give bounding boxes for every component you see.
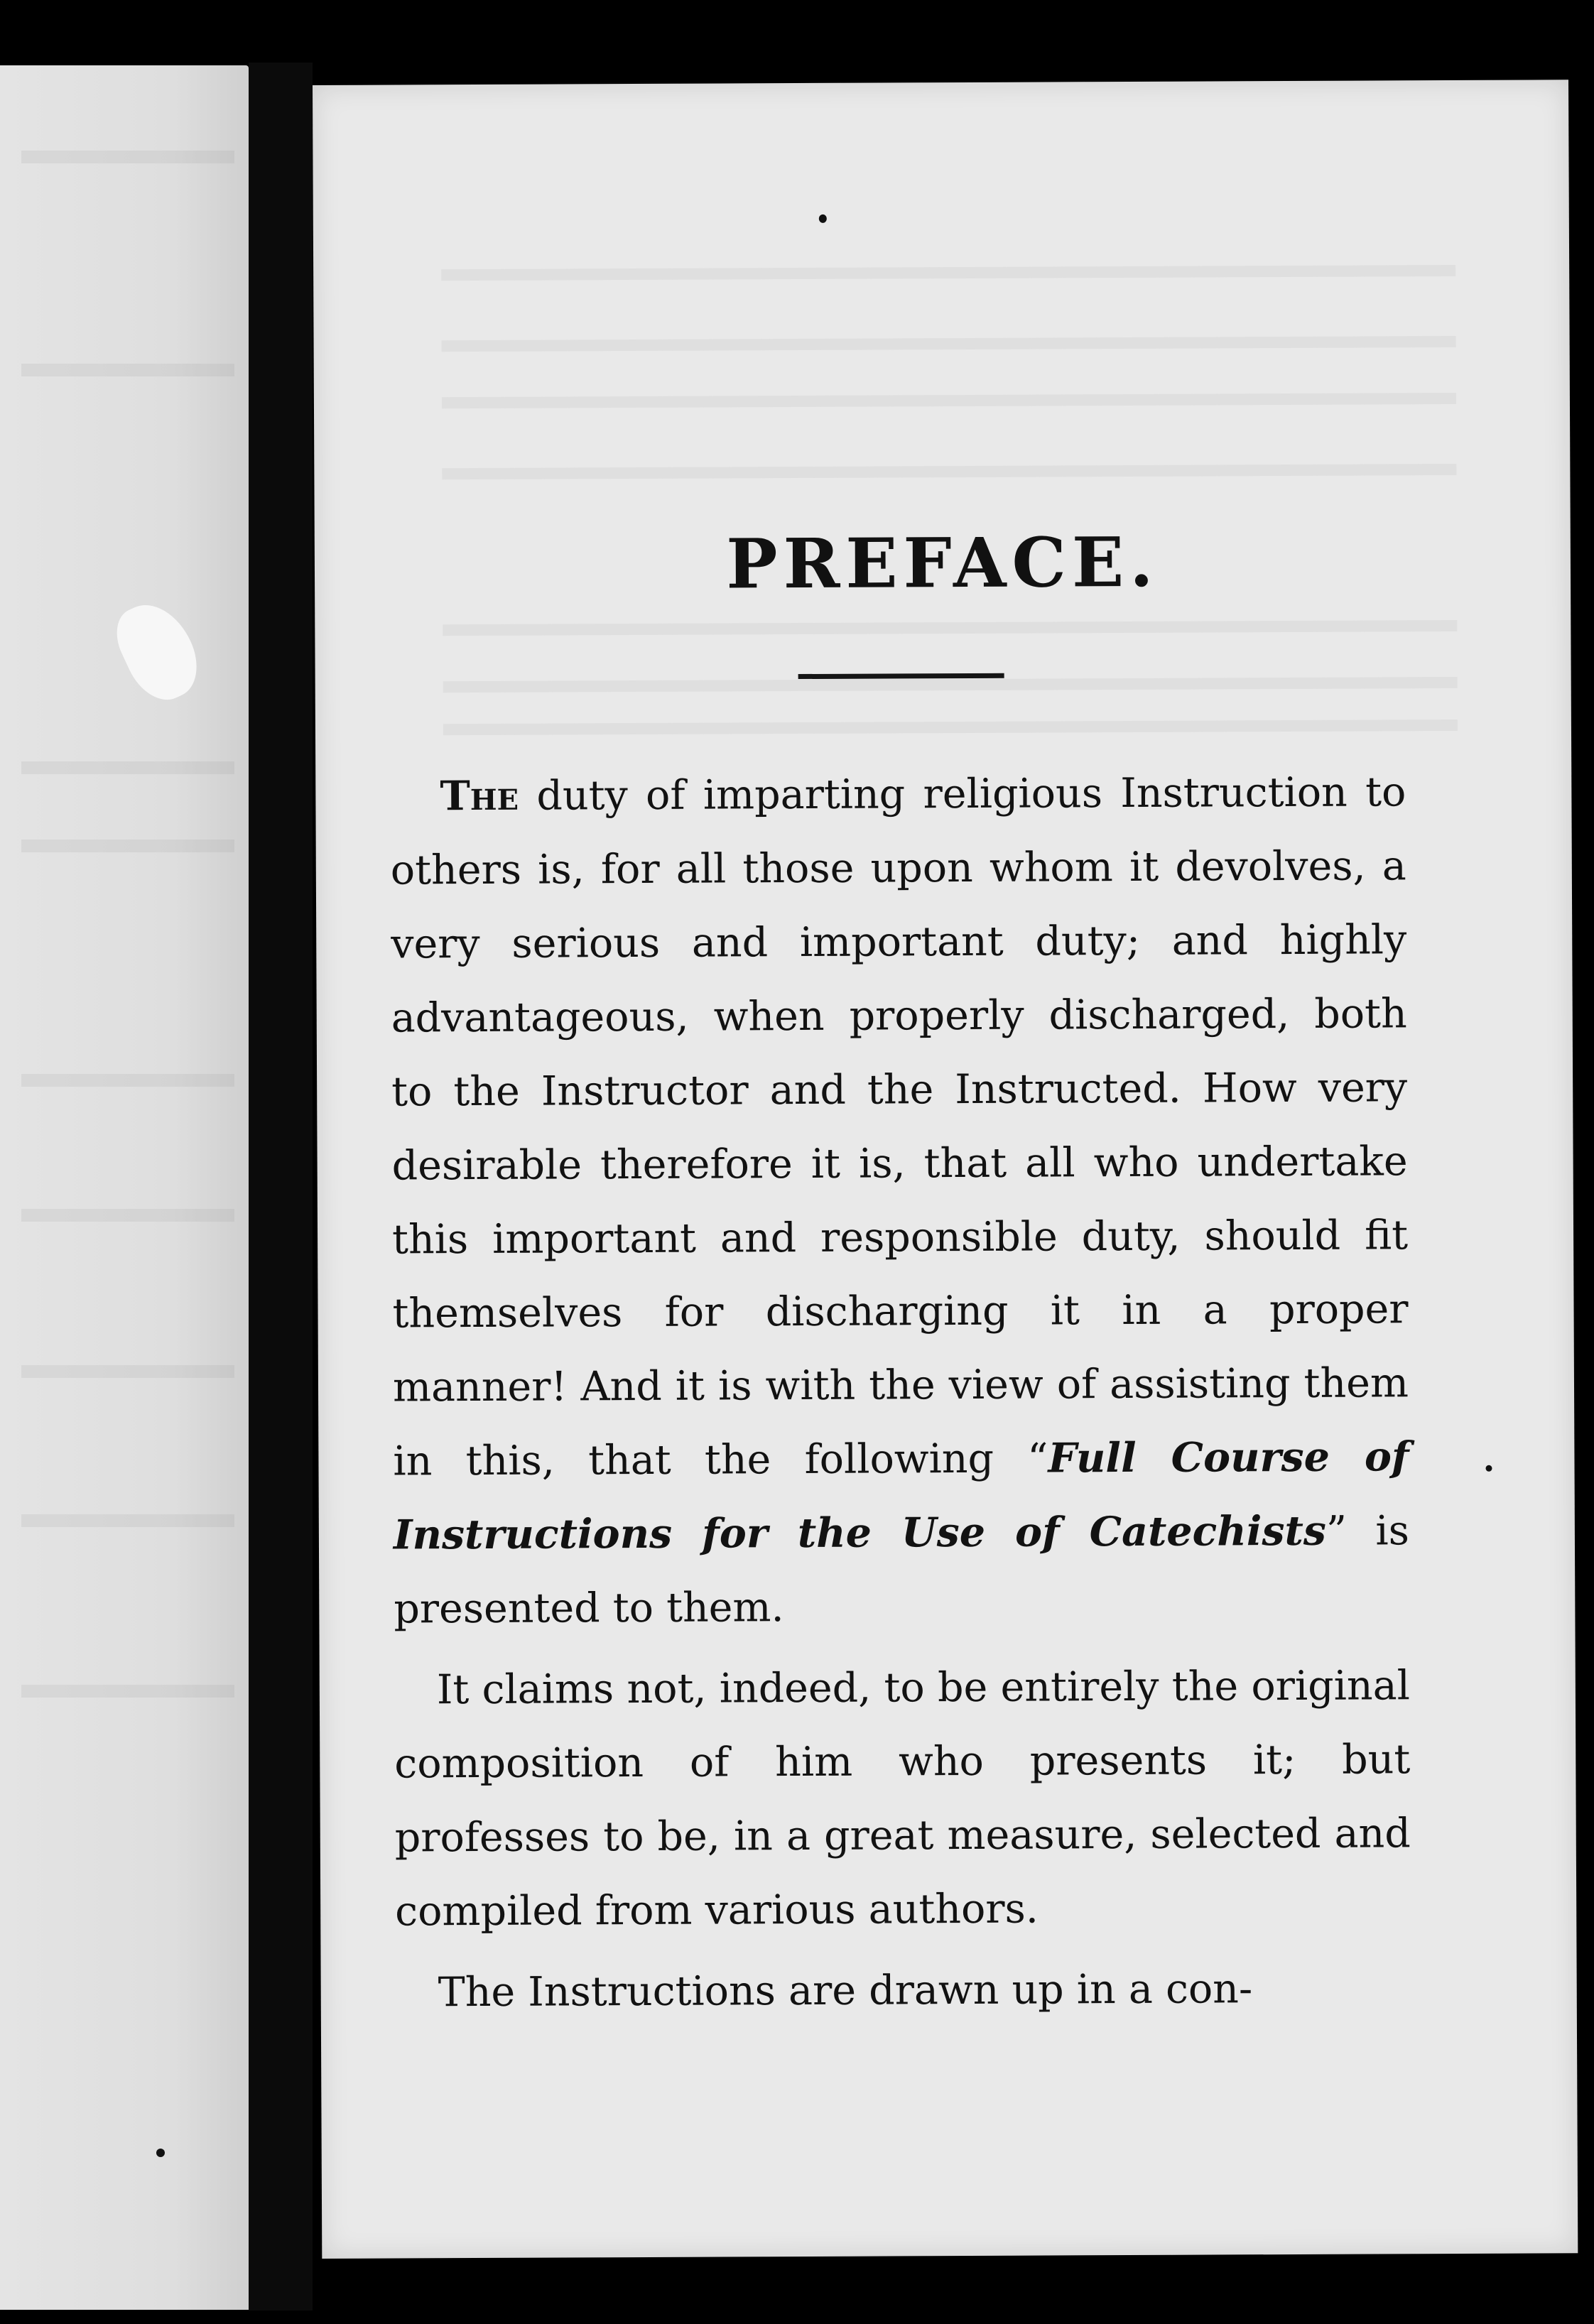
show-through-line — [21, 1209, 234, 1222]
show-through-line — [21, 364, 234, 376]
paragraph-text: duty of imparting religious Instruction to others is, for all those upon whom it devolves, a very serious and important duty; and highly advantageous, when properly discharged, both to the Instructor and the Instructed. How very desirable therefore it is, that all who undertake this important and responsible duty, should fit themselves for discharging it in a proper manner! And it is with the view of assisting them in this, that the following “ — [390, 769, 1409, 1485]
show-through-line — [21, 1365, 234, 1378]
ink-speck — [1485, 1465, 1492, 1472]
ink-speck — [819, 215, 827, 223]
show-through-line — [21, 840, 234, 852]
show-through-line — [21, 1685, 234, 1698]
show-through-line — [21, 1074, 234, 1087]
lead-word: The — [440, 771, 519, 820]
paragraph-text: ” is presented to them. — [394, 1507, 1410, 1633]
show-through-line — [443, 720, 1458, 735]
paragraph: It claims not, indeed, to be entirely the original composition of him who presents it; but professes to be, in a great measure, selected and compiled from various authors. — [394, 1662, 1411, 1935]
show-through-line — [441, 265, 1455, 281]
show-through-line — [21, 151, 234, 163]
right-page — [313, 80, 1578, 2259]
paragraph: The Instructions are drawn up in a con- — [438, 1965, 1253, 2016]
show-through-line — [21, 1514, 234, 1527]
show-through-line — [442, 393, 1456, 408]
preface-text — [390, 755, 1411, 2029]
paragraph — [390, 755, 1409, 1646]
show-through-line — [443, 677, 1458, 693]
show-through-line — [442, 464, 1456, 479]
book-gutter — [249, 63, 313, 2311]
page-title: PREFACE. — [726, 521, 1159, 604]
show-through-line — [21, 761, 234, 774]
show-through-line — [442, 336, 1456, 352]
ink-speck — [156, 2149, 165, 2157]
left-page — [0, 65, 249, 2310]
title-rule — [798, 673, 1004, 679]
show-through-line — [443, 620, 1457, 636]
book-title: Full Course of Instructions for the Use of Catechists — [393, 1433, 1409, 1559]
paper-blemish — [107, 592, 210, 710]
